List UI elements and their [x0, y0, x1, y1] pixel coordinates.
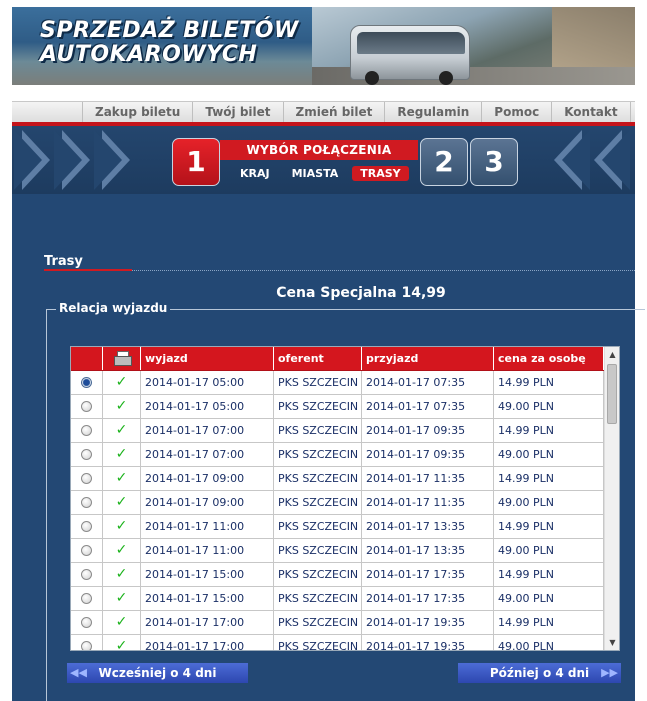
- radio-button[interactable]: [81, 425, 92, 436]
- header-select: [71, 347, 103, 370]
- row-available: [103, 443, 141, 466]
- row-departure: 2014-01-17 15:00: [141, 587, 274, 610]
- row-operator: PKS SZCZECIN: [274, 419, 362, 442]
- site-title: SPRZEDAŻ BILETÓW AUTOKAROWYCH: [40, 18, 299, 67]
- row-arrival: 2014-01-17 09:35: [362, 443, 494, 466]
- checkmark-icon: ✓: [115, 542, 128, 558]
- radio-button[interactable]: [81, 473, 92, 484]
- earlier-button-label: Wcześniej o 4 dni: [98, 666, 217, 680]
- row-select[interactable]: [71, 539, 103, 562]
- table-row[interactable]: [71, 611, 604, 635]
- table-header-row: [71, 347, 604, 371]
- chevron-left-icon: [582, 126, 622, 194]
- table-row[interactable]: [71, 371, 604, 395]
- row-select[interactable]: [71, 467, 103, 490]
- double-chevron-right-icon: ▶▶: [601, 666, 618, 679]
- scroll-thumb[interactable]: [607, 364, 617, 424]
- chevron-left-icon: [542, 126, 582, 194]
- checkmark-icon: ✓: [115, 614, 128, 630]
- row-departure: 2014-01-17 11:00: [141, 515, 274, 538]
- table-row[interactable]: [71, 539, 604, 563]
- checkmark-icon: ✓: [115, 470, 128, 486]
- row-arrival: 2014-01-17 19:35: [362, 611, 494, 634]
- radio-button[interactable]: [81, 401, 92, 412]
- routes-table: [70, 346, 620, 651]
- row-price: 14.99 PLN: [494, 419, 604, 442]
- row-price: 14.99 PLN: [494, 515, 604, 538]
- section-divider: [132, 270, 635, 271]
- row-departure: 2014-01-17 07:00: [141, 419, 274, 442]
- row-select[interactable]: [71, 587, 103, 610]
- header-print: [103, 347, 141, 370]
- row-price: 49.00 PLN: [494, 587, 604, 610]
- row-arrival: 2014-01-17 17:35: [362, 587, 494, 610]
- table-row[interactable]: [71, 419, 604, 443]
- substep-trasy[interactable]: TRASY: [352, 166, 408, 181]
- header-price[interactable]: cena za osobę: [494, 347, 604, 370]
- row-price: 49.00 PLN: [494, 395, 604, 418]
- row-departure: 2014-01-17 07:00: [141, 443, 274, 466]
- row-arrival: 2014-01-17 17:35: [362, 563, 494, 586]
- radio-button[interactable]: [81, 617, 92, 628]
- radio-button[interactable]: [81, 449, 92, 460]
- row-departure: 2014-01-17 09:00: [141, 491, 274, 514]
- row-available: [103, 419, 141, 442]
- row-select[interactable]: [71, 611, 103, 634]
- nav-item-pomoc[interactable]: Pomoc: [481, 102, 551, 123]
- earlier-4-days-button[interactable]: [67, 663, 248, 683]
- row-arrival: 2014-01-17 13:35: [362, 515, 494, 538]
- row-departure: 2014-01-17 17:00: [141, 611, 274, 634]
- row-price: 14.99 PLN: [494, 611, 604, 634]
- row-arrival: 2014-01-17 09:35: [362, 419, 494, 442]
- checkmark-icon: ✓: [115, 398, 128, 414]
- main-navigation: [12, 101, 635, 123]
- section-title: Trasy: [44, 254, 83, 269]
- checkmark-icon: ✓: [115, 518, 128, 534]
- header-operator[interactable]: oferent: [274, 347, 362, 370]
- step-progress-band: [12, 126, 635, 194]
- row-departure: 2014-01-17 11:00: [141, 539, 274, 562]
- row-price: 14.99 PLN: [494, 563, 604, 586]
- table-row[interactable]: [71, 587, 604, 611]
- header-banner: [12, 7, 635, 85]
- row-arrival: 2014-01-17 11:35: [362, 491, 494, 514]
- row-price: 49.00 PLN: [494, 491, 604, 514]
- row-available: [103, 539, 141, 562]
- checkmark-icon: ✓: [115, 638, 128, 651]
- row-select[interactable]: [71, 515, 103, 538]
- substep-tabs: [232, 166, 409, 181]
- row-available: [103, 491, 141, 514]
- nav-item-zmien-bilet[interactable]: Zmień bilet: [283, 102, 385, 123]
- printer-icon: [114, 351, 130, 365]
- double-chevron-left-icon: ◀◀: [70, 666, 87, 679]
- row-available: [103, 563, 141, 586]
- step-1-label: WYBÓR POŁĄCZENIA: [220, 140, 418, 160]
- step-2-badge: 2: [420, 138, 468, 186]
- table-row[interactable]: [71, 563, 604, 587]
- later-4-days-button[interactable]: [458, 663, 621, 683]
- row-operator: PKS SZCZECIN: [274, 539, 362, 562]
- header-arrival[interactable]: przyjazd: [362, 347, 494, 370]
- step-3-badge: 3: [470, 138, 518, 186]
- row-select[interactable]: [71, 443, 103, 466]
- fieldset-legend: Relacja wyjazdu: [56, 301, 170, 315]
- row-arrival: 2014-01-17 07:35: [362, 371, 494, 394]
- row-select[interactable]: [71, 563, 103, 586]
- row-available: [103, 371, 141, 394]
- row-select[interactable]: [71, 395, 103, 418]
- row-arrival: 2014-01-17 11:35: [362, 467, 494, 490]
- row-select[interactable]: [71, 635, 103, 651]
- row-available: [103, 467, 141, 490]
- later-button-label: Później o 4 dni: [489, 666, 590, 680]
- radio-button[interactable]: [81, 377, 92, 388]
- row-operator: PKS SZCZECIN: [274, 395, 362, 418]
- row-departure: 2014-01-17 17:00: [141, 635, 274, 651]
- checkmark-icon: ✓: [115, 374, 128, 390]
- main-panel: [12, 194, 635, 701]
- table-scrollbar[interactable]: [604, 347, 619, 650]
- row-operator: PKS SZCZECIN: [274, 515, 362, 538]
- checkmark-icon: ✓: [115, 566, 128, 582]
- table-row[interactable]: [71, 635, 604, 651]
- checkmark-icon: ✓: [115, 590, 128, 606]
- row-price: 49.00 PLN: [494, 539, 604, 562]
- row-select[interactable]: [71, 419, 103, 442]
- row-operator: PKS SZCZECIN: [274, 443, 362, 466]
- table-row[interactable]: [71, 491, 604, 515]
- row-price: 49.00 PLN: [494, 443, 604, 466]
- substep-miasta[interactable]: MIASTA: [291, 167, 339, 180]
- radio-button[interactable]: [81, 545, 92, 556]
- row-operator: PKS SZCZECIN: [274, 467, 362, 490]
- radio-button[interactable]: [81, 593, 92, 604]
- section-title-underline: [44, 269, 132, 271]
- row-operator: PKS SZCZECIN: [274, 491, 362, 514]
- substep-kraj[interactable]: KRAJ: [240, 167, 270, 180]
- row-available: [103, 395, 141, 418]
- table-row[interactable]: [71, 467, 604, 491]
- table-row[interactable]: [71, 515, 604, 539]
- nav-item-twoj-bilet[interactable]: Twój bilet: [192, 102, 282, 123]
- scroll-up-icon[interactable]: ▲: [609, 350, 616, 359]
- checkmark-icon: ✓: [115, 446, 128, 462]
- row-select[interactable]: [71, 491, 103, 514]
- bus-image: [350, 25, 470, 80]
- row-arrival: 2014-01-17 13:35: [362, 539, 494, 562]
- radio-button[interactable]: [81, 497, 92, 508]
- scroll-down-icon[interactable]: ▼: [609, 638, 616, 647]
- table-row[interactable]: [71, 395, 604, 419]
- radio-button[interactable]: [81, 521, 92, 532]
- row-departure: 2014-01-17 15:00: [141, 563, 274, 586]
- row-departure: 2014-01-17 05:00: [141, 395, 274, 418]
- row-operator: PKS SZCZECIN: [274, 587, 362, 610]
- row-operator: PKS SZCZECIN: [274, 371, 362, 394]
- row-departure: 2014-01-17 09:00: [141, 467, 274, 490]
- table-row[interactable]: [71, 443, 604, 467]
- row-arrival: 2014-01-17 07:35: [362, 395, 494, 418]
- chevron-right-icon: [102, 126, 142, 194]
- row-price: 14.99 PLN: [494, 467, 604, 490]
- row-available: [103, 515, 141, 538]
- nav-item-regulamin[interactable]: Regulamin: [384, 102, 481, 123]
- nav-item-kontakt[interactable]: Kontakt: [551, 102, 630, 123]
- row-departure: 2014-01-17 05:00: [141, 371, 274, 394]
- checkmark-icon: ✓: [115, 494, 128, 510]
- special-price-banner: Cena Specjalna 14,99: [276, 285, 446, 301]
- nav-item-zakup-biletu[interactable]: Zakup biletu: [82, 102, 192, 123]
- row-operator: PKS SZCZECIN: [274, 635, 362, 651]
- row-arrival: 2014-01-17 19:35: [362, 635, 494, 651]
- row-available: [103, 635, 141, 651]
- row-operator: PKS SZCZECIN: [274, 563, 362, 586]
- row-price: 14.99 PLN: [494, 371, 604, 394]
- row-available: [103, 587, 141, 610]
- radio-button[interactable]: [81, 569, 92, 580]
- radio-button[interactable]: [81, 641, 92, 652]
- row-price: 49.00 PLN: [494, 635, 604, 651]
- row-select[interactable]: [71, 371, 103, 394]
- checkmark-icon: ✓: [115, 422, 128, 438]
- row-operator: PKS SZCZECIN: [274, 611, 362, 634]
- step-1-badge: 1: [172, 138, 220, 186]
- header-departure[interactable]: wyjazd: [141, 347, 274, 370]
- row-available: [103, 611, 141, 634]
